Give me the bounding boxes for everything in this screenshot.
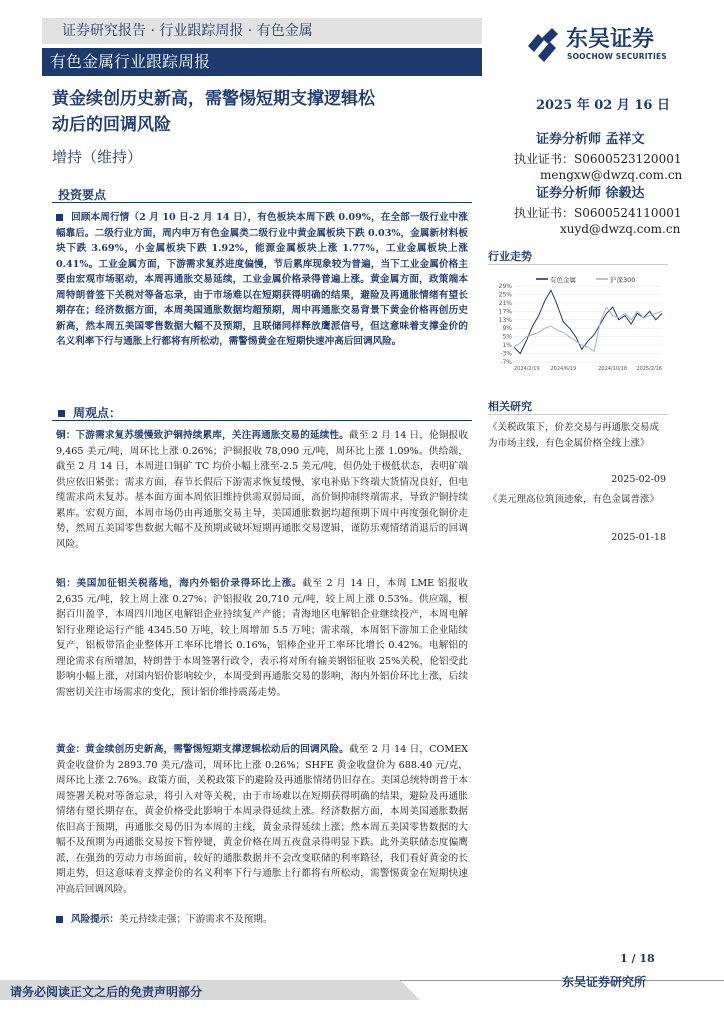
- industry-trend-chart: [488, 270, 668, 374]
- headline-line-1: 黄金续创历史新高，需警惕短期支撑逻辑松: [52, 89, 375, 109]
- copper-view-text: 截至 2 月 14 日，伦铜报收 9,465 美元/吨，周环比上涨 0.26%；沪铜报收 78,090 元/吨，周环比上涨 1.09%。供给端，截至 2 月 14 日，本周进口铜矿 TC 均价小幅上涨至-2.5 美元/吨，但仍处于极低状态，表明矿端供应依旧紧张；需求方面，春节长假后下游需求恢复缓慢，家电补贴下终端大货情况良好，但电缆需求尚未复苏。基本面方面本周依旧维持供需双弱局面，高价铜抑制终端需求，导致沪铜持续累库。宏观方面，本周市场仍由再通胀交易主导，美国通胀数据均超预期下周中再度强化铜价走势，然周五美国零售数据大幅不及预期或破坏短期再通胀交易逻辑，谨防乐观情绪消退后的回调风险。: [56, 430, 468, 550]
- related-heading: 相关研究: [488, 400, 532, 413]
- series-line-2: [514, 307, 662, 351]
- y-tick-label: 13%: [498, 316, 512, 324]
- related-item[interactable]: 《关税政策下，价差交易与再通胀交易成为市场主线，有色金属价格全线上涨》: [488, 422, 660, 449]
- bullet-icon: [56, 214, 63, 221]
- legend-label-a: 有色金属: [550, 276, 576, 284]
- investment-summary: [56, 210, 468, 350]
- bullet-icon: [56, 916, 63, 923]
- x-tick-label: 2025/2/16: [636, 366, 662, 372]
- legend-label-b: 沪深300: [610, 276, 636, 284]
- investment-summary-text: 回顾本周行情（2 月 10 日-2 月 14 日），有色板块本周下跌 0.09%，在全部一级行业中涨幅靠后。二级行业方面，周内申万有色金属类二级行业中黄金属板块下跌 0.03%，金属新材料板块下跌 3.69%，小金属板块下跌 1.92%，能源金属板块上涨 1.77%，工业金属板块上涨 0.41%。工业金属方面，下游需求复苏进度偏慢，节后累库现象较为普遍，当下工业金属价格主要由宏观市场驱动，本周再通胀交易延续，工业金属价格录得普遍上涨。黄金属方面，政策端本周特朗普签下关税对等备忘录，由于市场难以在短期获得明确的结果，避险及再通胀情绪有望长期存在；经济数据方面，本周美国通胀数据均超预期，周中再通胀交易背景下黄金价格再创历史新高，然本周五美国零售数据大幅不及预期，且联储同样释放鹰派信号，但这意味着支撑金价的名义利率下行与通胀上行都将有所松动，需警惕黄金在短期快速冲高后回调风险。: [56, 212, 468, 347]
- y-tick-label: 5%: [502, 333, 512, 341]
- y-tick-label: 1%: [502, 342, 512, 350]
- weekly-heading: 周观点：: [58, 404, 121, 421]
- y-tick-label: 25%: [498, 291, 512, 299]
- rating: 增持（维持）: [52, 148, 143, 166]
- headline-line-2: 动后的回调风险: [52, 115, 171, 135]
- chart-grid: [514, 286, 662, 362]
- series-line-1: [514, 290, 662, 353]
- report-type-bar: [42, 48, 482, 76]
- related-item-date: 2025-02-09: [611, 474, 666, 485]
- report-headline: [52, 86, 482, 138]
- analyst-1-email[interactable]: mengxw@dwzq.com.cn: [540, 168, 683, 182]
- y-tick-label: 21%: [498, 299, 512, 307]
- y-tick-label: 9%: [502, 325, 512, 333]
- research-institute: 东吴证券研究所: [562, 975, 647, 989]
- aluminium-view: [56, 576, 468, 700]
- x-tick-label: 2024/10/18: [598, 366, 628, 372]
- gold-view-title: 黄金：黄金续创历史新高，需警惕短期支撑逻辑松动后的回调风险。: [56, 744, 350, 755]
- gold-view-text: 截至 2 月 14 日，COMEX 黄金收盘价为 2893.70 美元/盎司，周环比上涨 0.26%；SHFE 黄金收盘价为 688.40 元/克，周环比上涨 2.76%。政策方面，关税政策下的避险及再通胀情绪仍旧存在。美国总统特朗普于本周签署关税对等备忘录，将引入对等关税，由于市场难以在短期获得明确的结果，避险及再通胀情绪有望长期存在，黄金价格受此影响于本周录得延续上涨。经济数据方面，本周美国通胀数据依旧高于预期，再通胀交易仍旧为本周的主线，黄金录得延续上涨；然本周五美国零售数据的大幅不及预期为再通胀交易按下暂停键，黄金价格在周五夜盘录得明显下跌。此外美联储态度偏鹰派，在强劲的劳动力市场面前，较好的通胀数据并不会改变联储的利率路径，我们看好黄金的长期走势，但这意味着支撑金价的名义利率下行与通胀上行都将有所松动，需警惕黄金在短期快速冲高后回调风险。: [56, 744, 468, 895]
- y-tick-label: 29%: [498, 283, 512, 290]
- analyst-2-title: 证券分析师 徐毅达: [536, 186, 645, 201]
- divider: [488, 414, 668, 415]
- report-date: 2025 年 02 月 16 日: [536, 98, 670, 113]
- related-item-date: 2025-01-18: [611, 532, 666, 543]
- y-tick-label: -7%: [500, 359, 512, 366]
- aluminium-view-title: 铝：美国加征铝关税落地，海内外铝价录得环比上涨。: [56, 578, 303, 589]
- risk-warning: [56, 912, 468, 928]
- analyst-1-title: 证券分析师 孟祥文: [536, 132, 645, 147]
- copper-view-title: 铜：下游需求复苏缓慢致沪铜持续累库，关注再通胀交易的延续性。: [56, 430, 350, 441]
- chart-lines: [514, 290, 662, 353]
- logo-name: 东吴证券: [566, 27, 655, 52]
- report-category: 证券研究报告 · 行业跟踪周报 · 有色金属: [62, 23, 313, 39]
- chart-y-ticks: [499, 283, 513, 366]
- page-number: 1 / 18: [620, 952, 655, 965]
- analyst-2-cert: 执业证书：S0600524110001: [514, 206, 682, 220]
- divider: [52, 202, 472, 203]
- y-tick-label: 17%: [498, 308, 512, 316]
- aluminium-view-text: 截至 2 月 14 日，本周 LME 铝报收 2,635 元/吨，较上周上涨 0.27%；沪铝报收 20,710 元/吨，较上周上涨 0.53%。供应端，根据百川盈孚，本周四川地区电解铝企业持续复产产能；青海地区电解铝企业继续投产，本周电解铝行业理论运行产能 4345.50 万吨，较上周增加 5.5 万吨；需求端，本周铝下游加工企业陆续复产，铝板带箔企业整体开工率环比增长 0.16%，铝棒企业开工率环比增长 0.42%。电解铝的理论需求有所增加，特朗普于本周签署行政令，表示将对所有输美钢铝征收 25%关税，伦铝受此影响小幅上涨，对国内铝价影响较少，本周受到再通胀交易的影响，海内外铝价环比上涨，后续需密切关注市场需求的变化，预计铝价维持震荡走势。: [56, 578, 468, 698]
- chart-x-ticks: [514, 366, 662, 372]
- divider: [52, 420, 472, 421]
- analyst-1-cert: 执业证书：S0600523120001: [514, 152, 682, 166]
- disclaimer-note: 请务必阅读正文之后的免责声明部分: [10, 985, 203, 999]
- logo-english-name: SOOCHOW SECURITIES: [567, 52, 667, 61]
- copper-view: [56, 428, 468, 552]
- bullet-icon: [58, 410, 65, 417]
- x-tick-label: 2024/2/19: [514, 366, 540, 372]
- risk-label: 风险提示：: [71, 914, 119, 925]
- related-item[interactable]: 《美元理高位筑顶迹象，有色金属普涨》: [488, 494, 660, 505]
- divider: [488, 264, 668, 265]
- y-tick-label: -3%: [500, 350, 512, 358]
- x-tick-label: 2024/6/19: [550, 366, 577, 372]
- report-type: 有色金属行业跟踪周报: [50, 52, 211, 71]
- gold-view: [56, 742, 468, 897]
- trend-heading: 行业走势: [488, 250, 532, 263]
- chart-legend: [536, 275, 635, 284]
- report-category-bar: [42, 18, 482, 44]
- risk-text: 美元持续走强；下游需求不及预期。: [118, 914, 273, 925]
- investment-heading: 投资要点: [58, 188, 107, 202]
- analyst-2-email[interactable]: xuyd@dwzq.com.cn: [560, 222, 681, 236]
